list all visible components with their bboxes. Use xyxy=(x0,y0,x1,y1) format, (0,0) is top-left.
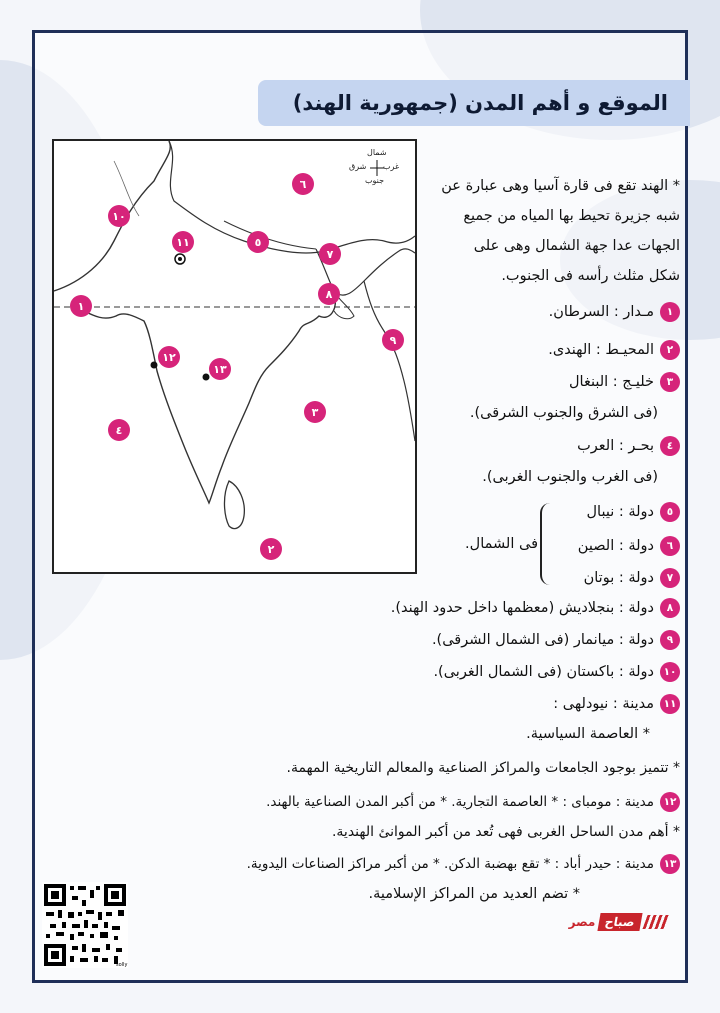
india-map xyxy=(52,139,417,574)
item-number: ٨ xyxy=(660,598,680,618)
compass-cross xyxy=(345,148,405,192)
item-bhutan xyxy=(584,568,680,588)
delhi-dot-center xyxy=(178,257,182,261)
mumbai-note: * أهم مدن الساحل الغربى فهى تُعد من أكبر الموانئ الهندية. xyxy=(331,824,680,840)
item-text: دولة : ميانمار (فى الشمال الشرقى). xyxy=(431,632,654,648)
item-text: مـدار : السرطان. xyxy=(548,304,654,320)
compass-north: شمال xyxy=(367,148,387,157)
item-pakistan xyxy=(433,662,680,682)
item-myanmar xyxy=(432,630,680,650)
compass-west: غرب xyxy=(383,162,400,171)
item-text: دولة : بنجلاديش (معظمها داخل حدود الهند). xyxy=(390,600,654,616)
map-marker-10: ١٠ xyxy=(108,205,130,227)
item-number: ٢ xyxy=(660,340,680,360)
item-gulf-note: (فى الشرق والجنوب الشرقى). xyxy=(469,405,658,421)
map-marker-9: ٩ xyxy=(382,329,404,351)
hyderabad-note: * تضم العديد من المراكز الإسلامية. xyxy=(368,886,580,902)
map-marker-2: ٢ xyxy=(260,538,282,560)
item-number: ٧ xyxy=(660,568,680,588)
item-tropic xyxy=(549,302,680,322)
delhi-note-2: * تتميز بوجود الجامعات والمراكز الصناعية والمعالم التاريخية المهمة. xyxy=(286,760,680,776)
item-number: ١ xyxy=(660,302,680,322)
logo-text: مصر xyxy=(568,915,596,929)
item-text: دولة : الصين xyxy=(577,538,654,554)
border-myanmar xyxy=(364,281,415,441)
item-china xyxy=(578,536,680,556)
item-number: ٩ xyxy=(660,630,680,650)
border-nepal xyxy=(224,221,316,249)
intro-line-3: الجهات عدا جهة الشمال وهى على xyxy=(473,238,680,254)
item-number: ١١ xyxy=(660,694,680,714)
item-text: المحيـط : الهندى. xyxy=(548,342,654,358)
logo-box: صباح xyxy=(598,913,643,931)
india-coast xyxy=(84,291,335,503)
map-marker-1: ١ xyxy=(70,295,92,317)
map-marker-4: ٤ xyxy=(108,419,130,441)
intro-line-4: شكل مثلث رأسه فى الجنوب. xyxy=(501,268,680,284)
item-text: دولة : نيبال xyxy=(586,504,654,520)
map-marker-3: ٣ xyxy=(304,401,326,423)
item-text: دولة : باكستان (فى الشمال الغربى). xyxy=(433,664,654,680)
item-delhi xyxy=(553,694,680,714)
map-marker-11: ١١ xyxy=(172,231,194,253)
map-marker-5: ٥ xyxy=(247,231,269,253)
item-nepal xyxy=(587,502,681,522)
map-marker-7: ٧ xyxy=(319,243,341,265)
item-number: ١٢ xyxy=(660,792,680,812)
map-marker-12: ١٢ xyxy=(158,346,180,368)
qr-code[interactable] xyxy=(42,882,128,968)
item-gulf xyxy=(569,372,680,392)
page-title: الموقع و أهم المدن (جمهورية الهند) xyxy=(258,80,690,126)
map-marker-6: ٦ xyxy=(292,173,314,195)
item-ocean xyxy=(548,340,680,360)
map-marker-13: ١٣ xyxy=(209,358,231,380)
item-text: دولة : بوتان xyxy=(583,570,654,586)
item-mumbai xyxy=(266,792,680,812)
item-text: مدينة : نيودلهى : xyxy=(553,696,654,712)
map-marker-8: ٨ xyxy=(318,283,340,305)
sri-lanka xyxy=(224,481,244,529)
item-number: ٦ xyxy=(660,536,680,556)
item-text: مدينة : حيدر أباد : * تقع بهضبة الدكن. * من أكبر مراكز الصناعات اليدوية. xyxy=(246,856,654,872)
item-sea xyxy=(577,436,680,456)
intro-line-1: * الهند تقع فى قارة آسيا وهى عبارة عن xyxy=(441,178,680,194)
qr-pattern xyxy=(42,882,128,968)
hyderabad-dot xyxy=(203,374,210,381)
intro-line-2: شبه جزيرة تحيط بها المياه من جميع xyxy=(463,208,680,224)
item-number: ٥ xyxy=(660,502,680,522)
item-text: خليـج : البنغال xyxy=(569,374,654,390)
site-logo xyxy=(552,910,667,934)
compass-south: جنوب xyxy=(365,176,385,185)
compass-east: شرق xyxy=(349,162,367,171)
mumbai-dot xyxy=(151,362,158,369)
delhi-note-1: * العاصمة السياسية. xyxy=(526,726,650,742)
north-label: فى الشمال. xyxy=(465,536,538,552)
item-sea-note: (فى الغرب والجنوب الغربى). xyxy=(482,469,658,485)
item-text: مدينة : مومباى : * العاصمة التجارية. * من أكبر المدن الصناعية بالهند. xyxy=(266,794,654,810)
item-number: ٤ xyxy=(660,436,680,456)
item-text: بحـر : العرب xyxy=(577,438,654,454)
map-outline xyxy=(54,141,415,572)
item-number: ١٠ xyxy=(660,662,680,682)
brace xyxy=(540,503,554,585)
qr-caption: solly xyxy=(116,962,128,968)
item-number: ٣ xyxy=(660,372,680,392)
logo-stripes xyxy=(642,915,669,929)
item-bangladesh xyxy=(391,598,680,618)
item-hyderabad xyxy=(247,854,680,874)
item-number: ١٣ xyxy=(660,854,680,874)
compass-rose xyxy=(345,148,405,192)
